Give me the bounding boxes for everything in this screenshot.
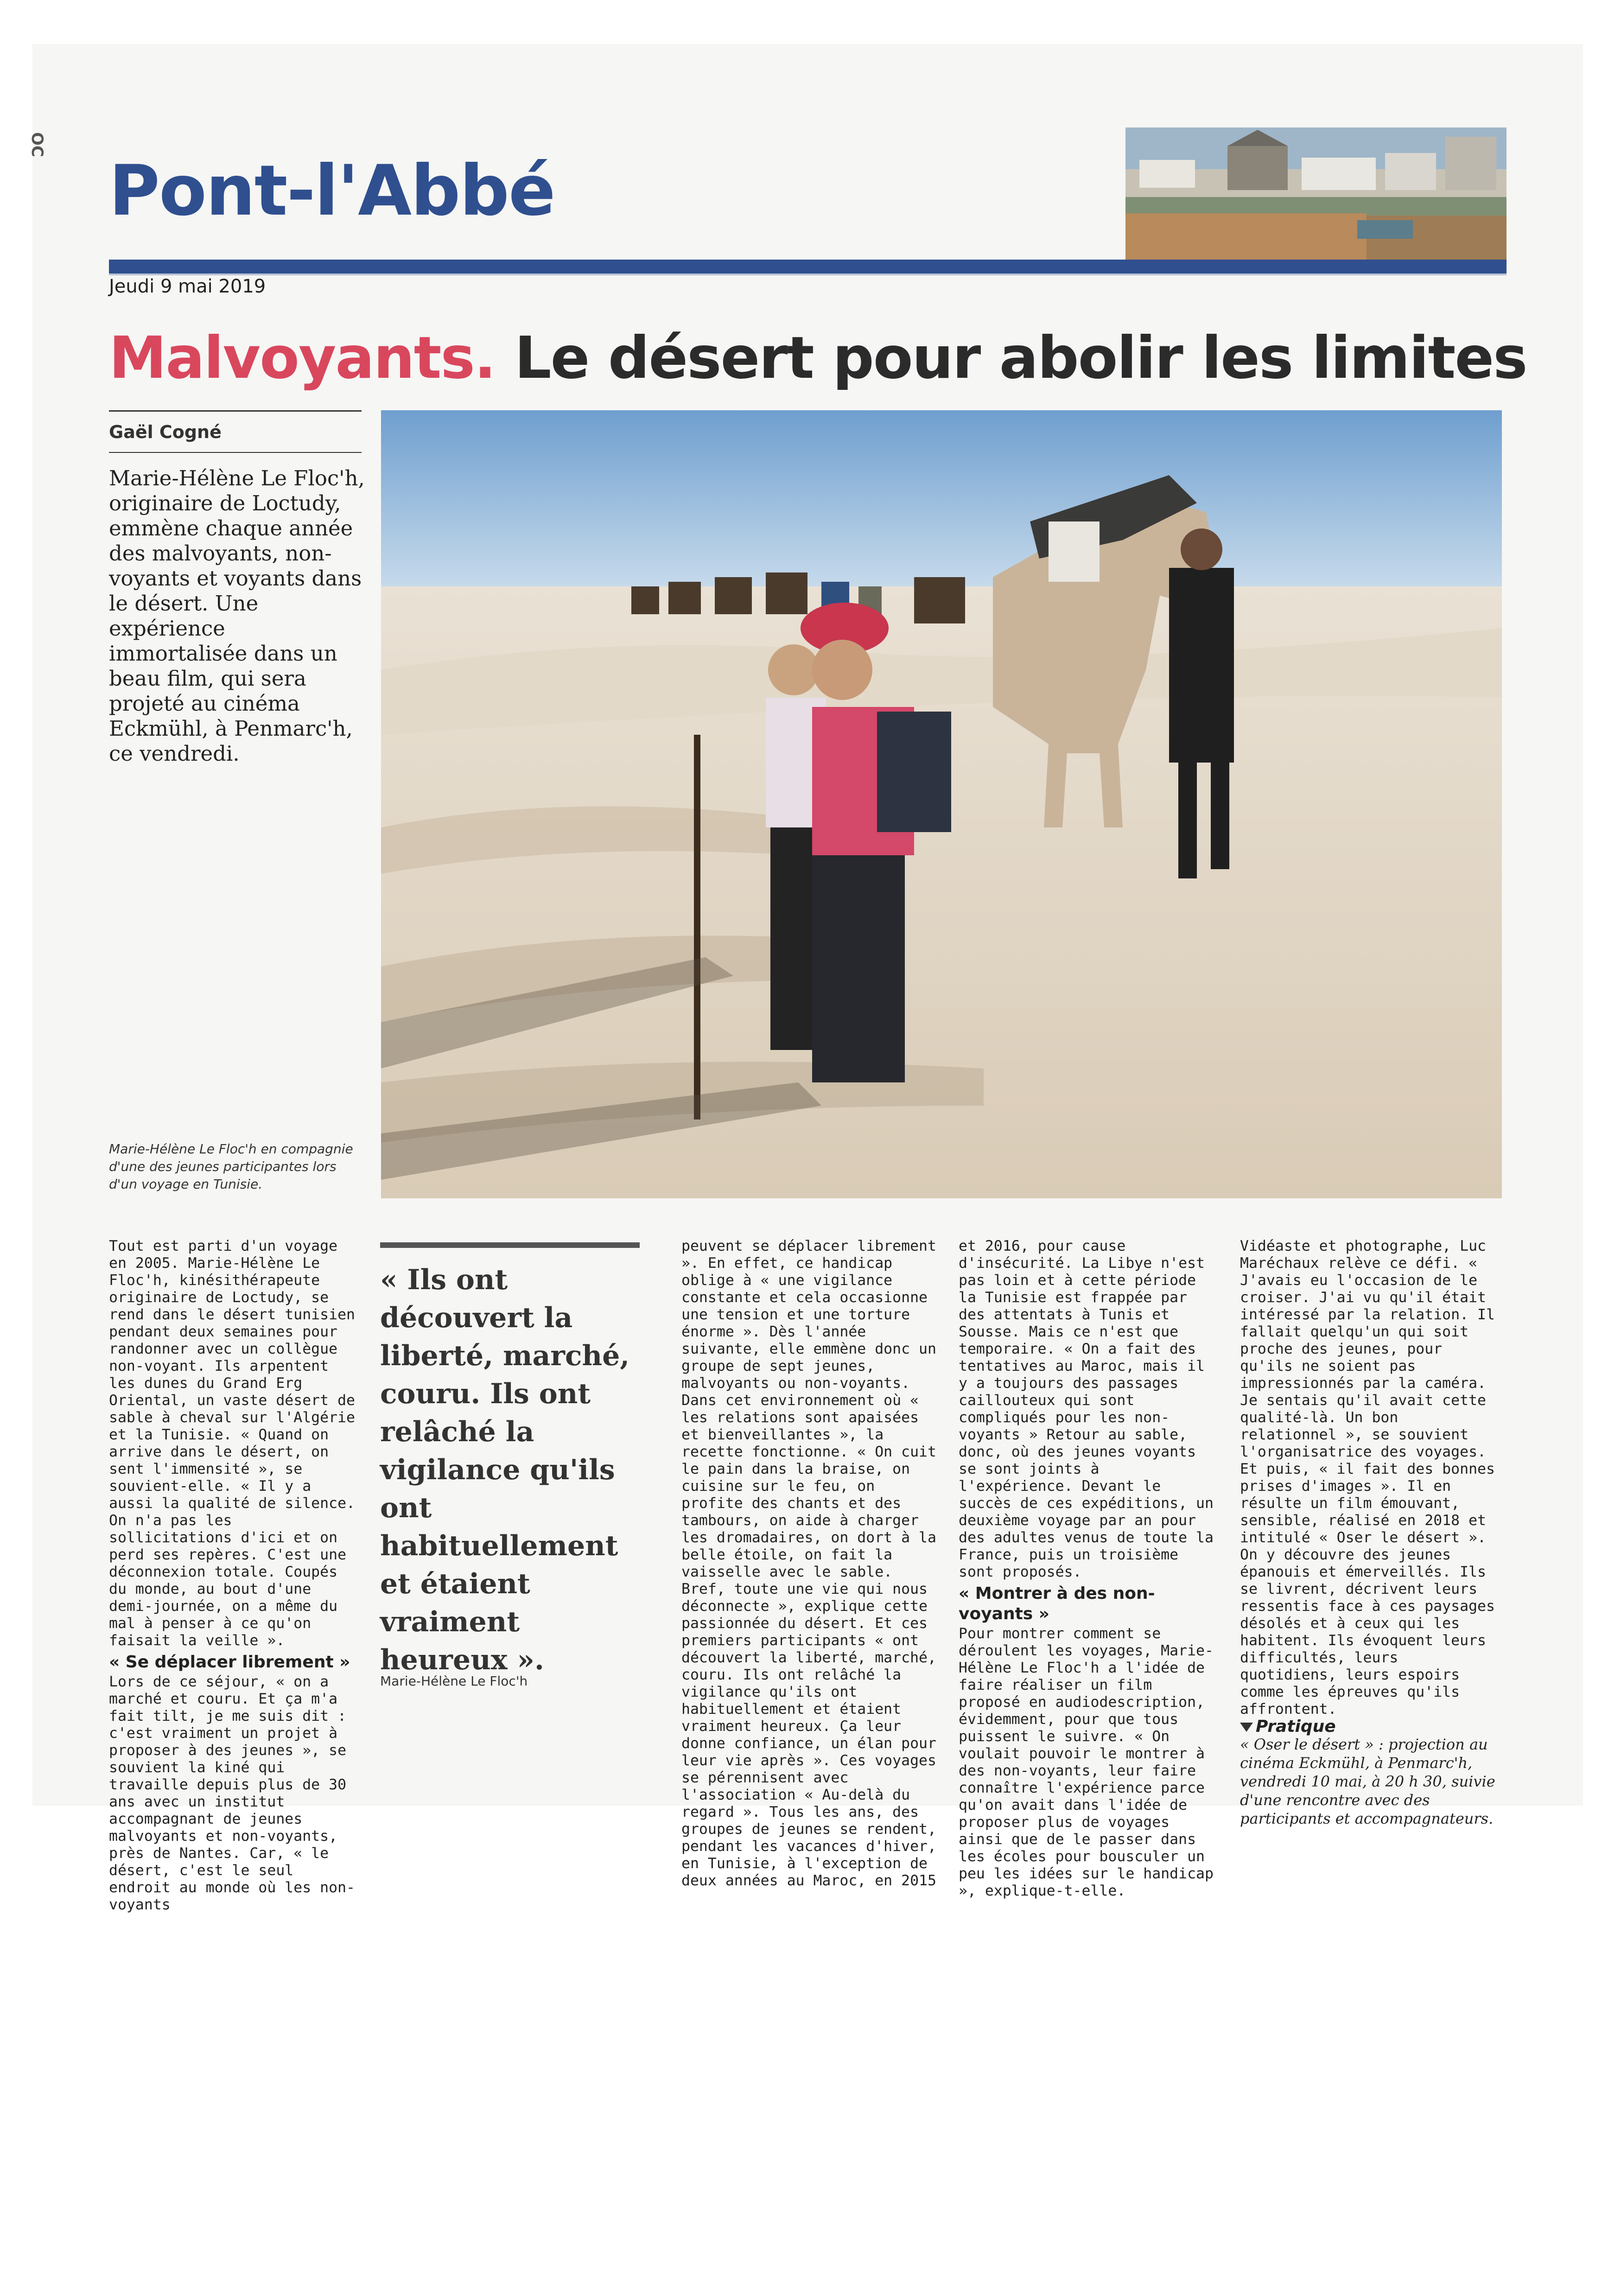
byline: Gaël Cogné [109, 422, 222, 442]
pullquote: « Ils ont découvert la liberté, marché, couru. Ils ont relâché la vigilance qu'ils ont habituellement et étaient vraiment heureux ». [380, 1264, 630, 1676]
pullquote-rule-top [380, 1242, 640, 1248]
triangle-down-icon [1240, 1723, 1253, 1732]
column-4-paragraph-2: Pour montrer comment se déroulent les voyages, Marie-Hélène Le Floc'h a l'idée de faire réaliser un film proposé en audiodescription, évidemment, pour que tous puissent le suivre. « On voulait pouvoir le montrer à des non-voyants, leur faire connaître l'expérience parce qu'on avait dans l'idée de proposer plus de voyages ainsi que de le passer dans les écoles pour bousculer un peu les idées sur le handicap », explique-t-elle. [959, 1625, 1214, 1899]
section-rule-thin [109, 273, 1507, 275]
article-column-5 [1240, 1238, 1502, 1828]
column-5-paragraph-1: Vidéaste et photographe, Luc Maréchaux relève ce défi. « J'avais eu l'occasion de le croiser. J'ai vu qu'il était intéressé par la relation. Il fallait quelqu'un qui soit proche des jeunes, pour qu'ils ne soient pas impressionnés par la caméra. Je sentais qu'il avait cette qualité-là. Un bon relationnel », se souvient l'organisatrice des voyages. Et puis, « il fait des bonnes prises d'images ». Il en résulte un film émouvant, sensible, réalisé en 2018 et intitulé « Oser le désert ». On y découvre des jeunes épanouis et émerveillés. Ils se livrent, décrivent leurs ressentis face à ces paysages désolés et à ceux qui les habitent. Ils évoquent leurs difficultés, leurs quotidiens, leurs espoirs comme les épreuves qu'ils affrontent. [1240, 1238, 1495, 1717]
section-title: Pont-l'Abbé [109, 151, 555, 231]
article-column-3 [681, 1238, 941, 1889]
pullquote-author: Marie-Hélène Le Floc'h [380, 1673, 528, 1689]
practical-info-heading [1240, 1718, 1502, 1735]
desert-photo [381, 410, 1502, 1198]
headline-kicker: Malvoyants. [109, 324, 496, 392]
headline-text: Le désert pour abolir les limites [514, 324, 1527, 392]
edition-date: Jeudi 9 mai 2019 [109, 276, 266, 297]
practical-info-body: « Oser le désert » : projection au cinéma Eckmühl, à Penmarc'h, vendredi 10 mai, à 20 h 30, suivie d'une rencontre avec des participants et accompagnateurs. [1240, 1736, 1495, 1827]
article-headline [109, 324, 1527, 392]
column-1-paragraph-1: Tout est parti d'un voyage en 2005. Marie-Hélène Le Floc'h, kinésithérapeute originaire de Loctudy, se rend dans le désert tunisien pendant deux semaines pour randonner avec un collègue non-voyant. Ils arpentent les dunes du Grand Erg Oriental, un vaste désert de sable à cheval sur l'Algérie et la Tunisie. « Quand on arrive dans le désert, on sent l'immensité », se souvient-elle. « Il y a aussi la qualité de silence. On n'a pas les sollicitations d'ici et on perd ses repères. C'est une déconnexion totale. Coupés du monde, au bout d'une demi-journée, on a même du mal à penser à ce qu'on faisait la veille ». [109, 1238, 356, 1649]
subheading-show-non-sighted: « Montrer à des non-voyants » [959, 1584, 1155, 1623]
bleed-through-text [672, 199, 692, 264]
article-standfirst: Marie-Hélène Le Floc'h, originaire de Loctudy, emmène chaque année des malvoyants, non-voyants et voyants dans le désert. Une expérience immortalisée dans un beau film, qui sera projeté au cinéma Eckmühl, à Penmarc'h, ce vendredi. [109, 466, 365, 766]
byline-rule-top [109, 410, 362, 412]
subheading-move-freely: « Se déplacer librement » [109, 1653, 350, 1672]
article-column-1 [109, 1238, 362, 1914]
column-3-paragraph-1: peuvent se déplacer librement ». En effet, ce handicap oblige à « une vigilance constante et cela occasionne une tension et une torture énorme ». Dès l'année suivante, elle emmène donc un groupe de sept jeunes, malvoyants ou non-voyants. Dans cet environnement où « les relations sont apaisées et bienveillantes », la recette fonctionne. « On cuit le pain dans la braise, on cuisine sur le feu, on profite des chants et des tambours, on aide à charger les dromadaires, on dort à la belle étoile, on fait la vaisselle avec le sable. Bref, toute une vie qui nous déconnecte », explique cette passionnée du désert. Et ces premiers participants « ont découvert la liberté, marché, couru. Ils ont relâché la vigilance qu'ils ont habituellement et étaient vraiment heureux. Ça leur donne confiance, un élan pour leur vie après ». Ces voyages se pérennisent avec l'association « Au-delà du regard ». Tous les ans, des groupes de jeunes se rendent, pendant les vacances d'hiver, en Tunisie, à l'exception de deux années au Maroc, en 2015 [681, 1238, 936, 1889]
column-1-paragraph-2: Lors de ce séjour, « on a marché et couru. Et ça m'a fait tilt, je me suis dit : c'est vraiment un projet à proposer à des jeunes », se souvient la kiné qui travaille depuis plus de 30 ans avec un institut accompagnant de jeunes malvoyants et non-voyants, près de Nantes. Car, « le désert, c'est le seul endroit au monde où les non-voyants [109, 1673, 356, 1913]
column-4-paragraph-1: et 2016, pour cause d'insécurité. La Libye n'est pas loin et à cette période la Tunisie est frappée par des attentats à Tunis et Sousse. Mais ce n'est que temporaire. « On a fait des tentatives au Maroc, mais il y a toujours des passages caillouteux qui sont compliqués pour les non-voyants » Retour au sable, donc, où des jeunes voyants se sont joints à l'expérience. Devant le succès de ces expéditions, un deuxième voyage par an pour des adultes venus de toute la France, puis un troisième sont proposés. [959, 1238, 1214, 1580]
practical-info-title: Pratique [1256, 1717, 1336, 1736]
town-photo [1125, 127, 1507, 262]
article-column-4 [959, 1238, 1221, 1900]
edition-code: OC [28, 132, 46, 157]
byline-rule-bottom [109, 452, 362, 453]
photo-caption: Marie-Hélène Le Floc'h en compagnie d'une des jeunes participantes lors d'un voyage en Tunisie. [109, 1141, 353, 1192]
section-rule [109, 260, 1507, 273]
